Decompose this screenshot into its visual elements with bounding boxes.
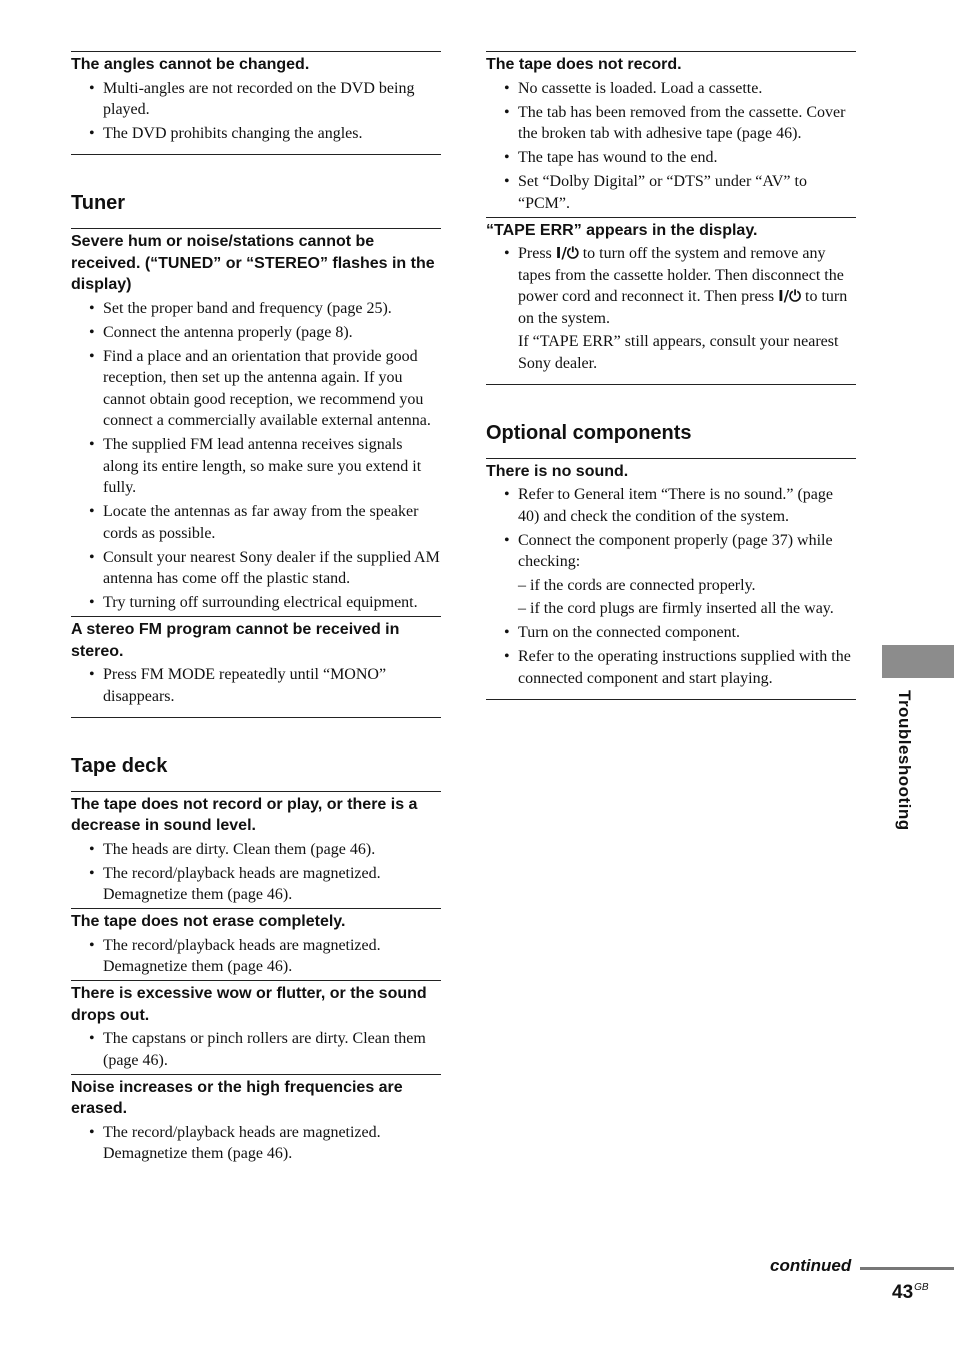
power-icon: I/⏻ [555,244,579,262]
topic-heading: The angles cannot be changed. [71,56,310,73]
topic-heading: Noise increases or the high frequencies are erased. [71,1078,403,1117]
list-item: • The DVD prohibits changing the angles. [71,123,441,145]
section-title-tape-deck: Tape deck [71,754,168,777]
list-item: • Press FM MODE repeatedly until “MONO” disappears. [71,664,441,707]
list-item: • Find a place and an orientation that provide good reception, then set up the antenna again. If you cannot obtain good reception, we recommend you connect a commercially available external antenna. [71,346,441,432]
list-item: • Refer to General item “There is no sound.” (page 40) and check the condition of the system. [486,484,856,527]
topic-heading: The tape does not record or play, or there is a decrease in sound level. [71,795,418,834]
topic-angles [71,51,441,155]
bullet-list [486,78,856,215]
list-item: • No cassette is loaded. Load a cassette. [486,78,856,100]
topic-heading: There is excessive wow or flutter, or the sound drops out. [71,985,427,1024]
bullet-list [71,1122,441,1165]
topic-heading: Severe hum or noise/stations cannot be received. (“TUNED” or “STEREO” flashes in the display) [71,233,435,293]
bullet-list [71,664,441,707]
continued-label: continued [770,1256,852,1275]
bullet-list [71,935,441,978]
list-item: • Refer to the operating instructions supplied with the connected component and start playing. [486,646,856,689]
list-item: • Consult your nearest Sony dealer if the supplied AM antenna has come off the plastic stand. [71,547,441,590]
power-icon: I/⏻ [778,287,801,305]
topic-heading: A stereo FM program cannot be received in stereo. [71,621,400,660]
topic-stereo-fm [71,616,441,718]
section-title-tuner: Tuner [71,192,126,214]
topic-no-sound [486,458,856,700]
list-item: • The tab has been removed from the cassette. Cover the broken tab with adhesive tape (page 46). [486,102,856,145]
page-number [892,1282,929,1304]
topic-wow-flutter [71,980,441,1071]
topic-record-play [71,791,441,906]
topic-erase [71,908,441,978]
topic-hum-noise [71,228,441,614]
bullet-list [71,1028,441,1071]
section-tab-marker [882,645,954,678]
list-item: • Turn on the connected component. [486,622,856,644]
list-item: • The heads are dirty. Clean them (page 46). [71,839,441,861]
page-number-value: 43 [892,1282,914,1303]
list-item: • The record/playback heads are magnetized. Demagnetize them (page 46). [71,863,441,906]
dash-item: – if the cord plugs are firmly inserted all the way. [518,600,834,617]
instruction-text: Connect the component properly (page 37) while checking: [518,531,833,570]
list-item: • The record/playback heads are magnetized. Demagnetize them (page 46). [71,1122,441,1165]
list-item [486,530,856,620]
dash-item: – if the cords are connected properly. [518,576,756,594]
list-item: • The supplied FM lead antenna receives signals along its entire length, so make sure you extend it fully. [71,434,441,499]
page-suffix: GB [914,1282,929,1293]
topic-heading: The tape does not record. [486,56,682,73]
topic-heading: “TAPE ERR” appears in the display. [486,221,758,239]
list-item: • Set “Dolby Digital” or “DTS” under “AV” to “PCM”. [486,171,856,214]
list-item [486,243,856,374]
topic-noise-high-freq [71,1074,441,1165]
list-item: • Locate the antennas as far away from the speaker cords as possible. [71,501,441,544]
list-item: • Set the proper band and frequency (page 25). [71,298,441,320]
topic-heading: There is no sound. [486,462,629,480]
topic-tape-err [486,217,856,385]
bullet-list [71,839,441,906]
list-item: • Connect the antenna properly (page 8). [71,322,441,344]
note-text: If “TAPE ERR” still appears, consult your nearest Sony dealer. [518,333,839,372]
continued-rule [860,1267,954,1270]
bullet-list [71,298,441,614]
list-item: • The tape has wound to the end. [486,147,856,169]
left-column [71,51,441,1167]
instruction-text: to turn on the system. [518,288,848,327]
side-section-label: Troubleshooting [895,690,914,831]
instruction-text: to turn off the system and remove any tapes from the cassette holder. Then disconnect the power cord and reconnect it. Then press [518,245,844,305]
list-item: • Try turning off surrounding electrical equipment. [71,592,441,614]
topic-tape-no-record [486,51,856,214]
bullet-list [71,78,441,145]
list-item: • The capstans or pinch rollers are dirty. Clean them (page 46). [71,1028,441,1071]
topic-heading: The tape does not erase completely. [71,913,346,930]
bullet-list [486,243,856,374]
right-column [486,51,856,700]
instruction-text: Press [518,245,552,262]
list-item: • The record/playback heads are magnetized. Demagnetize them (page 46). [71,935,441,978]
bullet-list [486,484,856,689]
section-title-optional-components: Optional components [486,421,692,444]
list-item: • Multi-angles are not recorded on the DVD being played. [71,78,441,121]
